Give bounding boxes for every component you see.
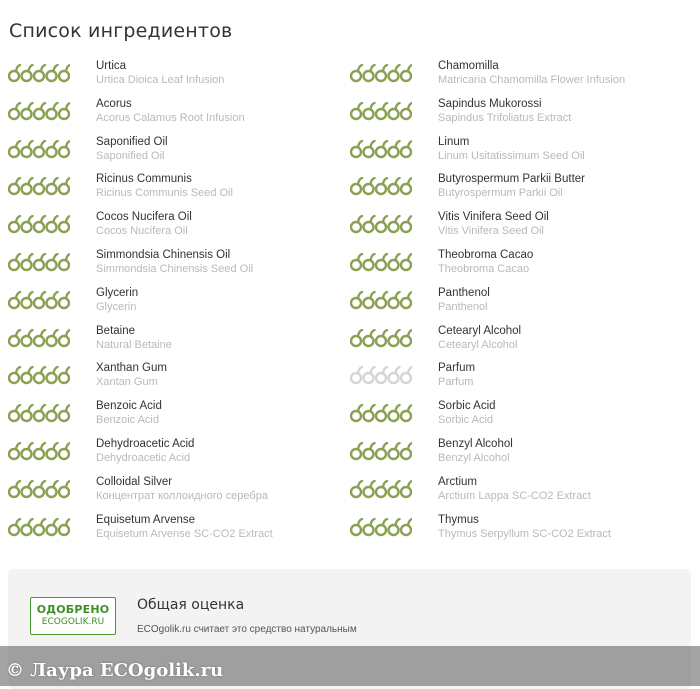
ingredient-row[interactable] xyxy=(350,514,680,550)
ingredient-inci: Dehydroacetic Acid xyxy=(96,452,191,464)
ingredient-inci: Benzoic Acid xyxy=(96,414,159,427)
ingredient-name[interactable]: Colloidal Silver xyxy=(96,475,173,488)
leaf-rating-icon xyxy=(8,64,70,84)
ingredient-row[interactable] xyxy=(350,173,680,209)
ingredient-inci: Концентрат коллоидного серебра xyxy=(96,489,268,502)
ingredient-row[interactable] xyxy=(350,400,680,436)
ingredient-row[interactable] xyxy=(350,98,680,134)
leaf-rating-icon xyxy=(350,442,412,462)
ingredient-name[interactable]: Panthenol xyxy=(438,286,490,299)
ingredient-row[interactable] xyxy=(8,400,338,436)
ingredient-row[interactable] xyxy=(8,211,338,247)
leaf-rating-icon xyxy=(350,480,412,500)
ingredient-row[interactable] xyxy=(350,287,680,323)
ingredient-name[interactable]: Butyrospermum Parkii Butter xyxy=(438,173,585,186)
ingredient-name[interactable]: Equisetum Arvense xyxy=(96,513,196,526)
ingredient-inci: Natural Betaine xyxy=(96,338,172,351)
leaf-rating-icon xyxy=(8,215,70,235)
ingredient-name[interactable]: Vitis Vinifera Seed Oil xyxy=(438,211,549,224)
ingredient-inci: Saponified Oil xyxy=(96,149,165,162)
ingredient-name[interactable]: Chamomilla xyxy=(438,60,499,72)
ingredient-inci: Sapindus Trifoliatus Extract xyxy=(438,111,572,124)
ingredient-row[interactable] xyxy=(8,98,338,134)
leaf-rating-icon xyxy=(8,480,70,500)
ingredient-name[interactable]: Benzoic Acid xyxy=(96,400,162,413)
ingredient-name[interactable]: Theobroma Cacao xyxy=(438,249,534,261)
ingredient-inci: Equisetum Arvense SC-CO2 Extract xyxy=(96,527,273,540)
ingredient-row[interactable] xyxy=(350,362,680,398)
ingredient-name[interactable]: Saponified Oil xyxy=(96,135,168,148)
ingredient-inci: Panthenol xyxy=(438,300,488,313)
leaf-rating-icon xyxy=(350,366,412,386)
ingredient-row[interactable] xyxy=(350,60,680,96)
ingredient-inci: Urtica Dioica Leaf Infusion xyxy=(96,74,225,86)
leaf-rating-icon xyxy=(350,140,412,160)
ingredient-name[interactable]: Parfum xyxy=(438,362,476,375)
leaf-rating-icon xyxy=(8,518,70,538)
leaf-rating-icon xyxy=(8,102,70,122)
ingredient-name[interactable]: Simmondsia Chinensis Oil xyxy=(96,249,231,261)
ingredient-row[interactable] xyxy=(8,325,338,361)
overall-rating-text: ECOgolik.ru считает это средство натуральным xyxy=(137,624,357,635)
ingredient-inci: Vitis Vinifera Seed Oil xyxy=(438,225,544,238)
leaf-rating-icon xyxy=(350,291,412,311)
ingredient-name[interactable]: Dehydroacetic Acid xyxy=(96,438,195,450)
ingredient-inci: Butyrospermum Parkii Oil xyxy=(438,187,563,200)
ingredient-inci: Cocos Nucifera Oil xyxy=(96,225,188,238)
ingredient-row[interactable] xyxy=(350,325,680,361)
ingredient-row[interactable] xyxy=(8,136,338,172)
ingredient-row[interactable] xyxy=(8,173,338,209)
ingredient-inci: Theobroma Cacao xyxy=(438,263,530,275)
ingredient-name[interactable]: Thymus xyxy=(438,513,479,526)
leaf-rating-icon xyxy=(8,140,70,160)
approved-badge xyxy=(30,597,116,635)
ingredient-name[interactable]: Sorbic Acid xyxy=(438,400,496,413)
ingredient-name[interactable]: Arctium xyxy=(438,475,477,488)
ingredient-inci: Benzyl Alcohol xyxy=(438,452,510,464)
leaf-rating-icon xyxy=(8,329,70,349)
ingredient-inci: Xantan Gum xyxy=(96,376,158,389)
ingredient-name[interactable]: Betaine xyxy=(96,324,136,337)
ingredient-inci: Linum Usitatissimum Seed Oil xyxy=(438,149,585,162)
leaf-rating-icon xyxy=(350,64,412,84)
ingredient-row[interactable] xyxy=(8,476,338,512)
leaf-rating-icon xyxy=(350,102,412,122)
ingredient-name[interactable]: Cetearyl Alcohol xyxy=(438,324,522,337)
ingredient-name[interactable]: Cocos Nucifera Oil xyxy=(96,211,192,224)
leaf-rating-icon xyxy=(8,404,70,424)
ingredient-name[interactable]: Urtica xyxy=(96,60,127,72)
leaf-rating-icon xyxy=(8,291,70,311)
ingredient-name[interactable]: Linum xyxy=(438,135,470,148)
ingredient-name[interactable]: Xanthan Gum xyxy=(96,362,167,375)
leaf-rating-icon xyxy=(350,404,412,424)
leaf-rating-icon xyxy=(350,215,412,235)
leaf-rating-icon xyxy=(350,177,412,197)
ingredient-inci: Arctium Lappa SC-CO2 Extract xyxy=(438,489,591,502)
leaf-rating-icon xyxy=(350,329,412,349)
ingredient-inci: Glycerin xyxy=(96,300,137,313)
ingredient-name[interactable]: Ricinus Communis xyxy=(96,173,192,186)
ingredient-row[interactable] xyxy=(8,249,338,285)
leaf-rating-icon xyxy=(350,253,412,273)
ingredient-row[interactable] xyxy=(350,211,680,247)
ingredient-inci: Parfum xyxy=(438,376,474,389)
badge-site: ECOGOLIK.RU xyxy=(41,617,105,627)
leaf-rating-icon xyxy=(8,177,70,197)
ingredient-inci: Ricinus Communis Seed Oil xyxy=(96,187,233,200)
ingredient-row[interactable] xyxy=(8,362,338,398)
ingredient-row[interactable] xyxy=(8,287,338,323)
watermark-text: © Лаура ECOgolik.ru xyxy=(6,660,224,681)
ingredient-row[interactable] xyxy=(8,60,338,96)
ingredient-inci: Thymus Serpyllum SC-CO2 Extract xyxy=(438,527,611,540)
watermark xyxy=(0,646,700,686)
badge-title: ОДОБРЕНО xyxy=(36,603,110,616)
ingredient-row[interactable] xyxy=(8,438,338,474)
ingredient-name[interactable]: Sapindus Mukorossi xyxy=(438,97,542,110)
leaf-rating-icon xyxy=(8,366,70,386)
ingredient-inci: Cetearyl Alcohol xyxy=(438,338,518,351)
leaf-rating-icon xyxy=(8,253,70,273)
ingredient-row[interactable] xyxy=(350,249,680,285)
ingredient-inci: Sorbic Acid xyxy=(438,414,494,427)
leaf-rating-icon xyxy=(8,442,70,462)
overall-rating-title: Общая оценка xyxy=(137,597,245,613)
ingredient-row[interactable] xyxy=(350,476,680,512)
ingredient-row[interactable] xyxy=(350,438,680,474)
page-title: Список ингредиентов xyxy=(9,20,233,42)
ingredient-name[interactable]: Benzyl Alcohol xyxy=(438,438,513,450)
ingredient-name[interactable]: Glycerin xyxy=(96,286,139,299)
ingredient-row[interactable] xyxy=(8,514,338,550)
ingredient-inci: Matricaria Chamomilla Flower Infusion xyxy=(438,74,626,86)
leaf-rating-icon xyxy=(350,518,412,538)
ingredient-inci: Simmondsia Chinensis Seed Oil xyxy=(96,263,254,275)
ingredient-name[interactable]: Acorus xyxy=(96,97,132,110)
ingredient-inci: Acorus Calamus Root Infusion xyxy=(96,111,245,124)
ingredient-row[interactable] xyxy=(350,136,680,172)
